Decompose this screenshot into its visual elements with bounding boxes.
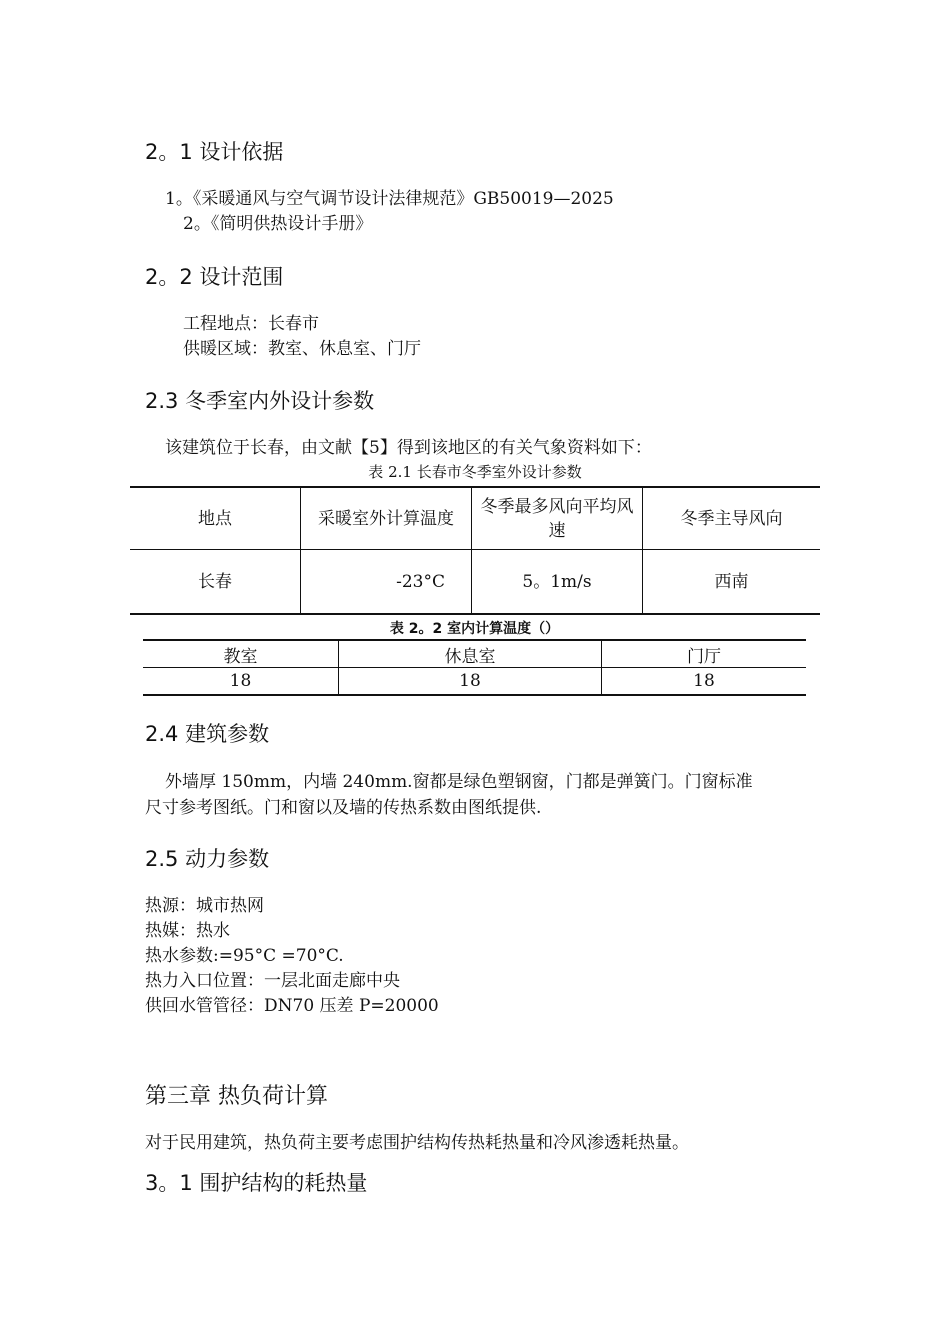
section-2-4-heading: 2.4 建筑参数 (145, 722, 270, 746)
heat-medium-line: 热媒：热水 (145, 921, 230, 941)
table-cell: -23°C (301, 550, 472, 615)
section-2-3-intro: 该建筑位于长春，由文献【5】得到该地区的有关气象资料如下： (165, 438, 652, 458)
table-row (130, 487, 820, 550)
section-2-1-heading: 2。1 设计依据 (145, 140, 284, 164)
outdoor-params-table (130, 486, 820, 615)
indoor-temp-table (143, 639, 806, 696)
table-cell: 18 (602, 668, 807, 696)
heating-area: 供暖区域：教室、休息室、门厅 (183, 339, 421, 359)
table-cell: 长春 (130, 550, 301, 615)
table-row (143, 668, 806, 696)
table-cell: 西南 (643, 550, 821, 615)
table-row (143, 640, 806, 668)
entrance-location-line: 热力入口位置：一层北面走廊中央 (145, 971, 400, 991)
table-header-cell: 采暖室外计算温度 (301, 487, 472, 550)
water-params-line: 热水参数:=95°C =70°C. (145, 946, 344, 966)
table-header-cell: 冬季主导风向 (643, 487, 821, 550)
table-header-cell: 冬季最多风向平均风速 (472, 487, 643, 550)
table-cell: 18 (339, 668, 602, 696)
chapter-3-heading: 第三章 热负荷计算 (145, 1084, 328, 1109)
table-row (130, 550, 820, 615)
table-2-caption: 表 2。2 室内计算温度（） (389, 621, 560, 637)
heat-source-line: 热源：城市热网 (145, 896, 264, 916)
table-cell: 5。1m/s (472, 550, 643, 615)
table-cell: 18 (143, 668, 339, 696)
reference-item-2: 2。《简明供热设计手册》 (183, 214, 373, 234)
table-header-cell: 地点 (130, 487, 301, 550)
table-header-cell: 休息室 (339, 640, 602, 668)
building-params-line-1: 外墙厚 150mm，内墙 240mm.窗都是绿色塑钢窗，门都是弹簧门。门窗标准 (165, 772, 753, 792)
section-2-5-heading: 2.5 动力参数 (145, 847, 270, 871)
building-params-line-2: 尺寸参考图纸。门和窗以及墙的传热系数由图纸提供. (145, 798, 542, 818)
reference-item-1: 1。《采暖通风与空气调节设计法律规范》GB50019—2025 (165, 189, 614, 209)
pipe-diameter-line: 供回水管管径：DN70 压差 P=20000 (145, 996, 439, 1016)
section-3-1-heading: 3。1 围护结构的耗热量 (145, 1171, 368, 1195)
project-location: 工程地点：长春市 (183, 314, 319, 334)
table-1-caption: 表 2.1 长春市冬季室外设计参数 (368, 463, 582, 481)
table-header-cell: 门厅 (602, 640, 807, 668)
chapter-3-intro: 对于民用建筑，热负荷主要考虑围护结构传热耗热量和冷风渗透耗热量。 (145, 1133, 689, 1153)
table-header-cell: 教室 (143, 640, 339, 668)
section-2-3-heading: 2.3 冬季室内外设计参数 (145, 389, 375, 413)
section-2-2-heading: 2。2 设计范围 (145, 265, 284, 289)
